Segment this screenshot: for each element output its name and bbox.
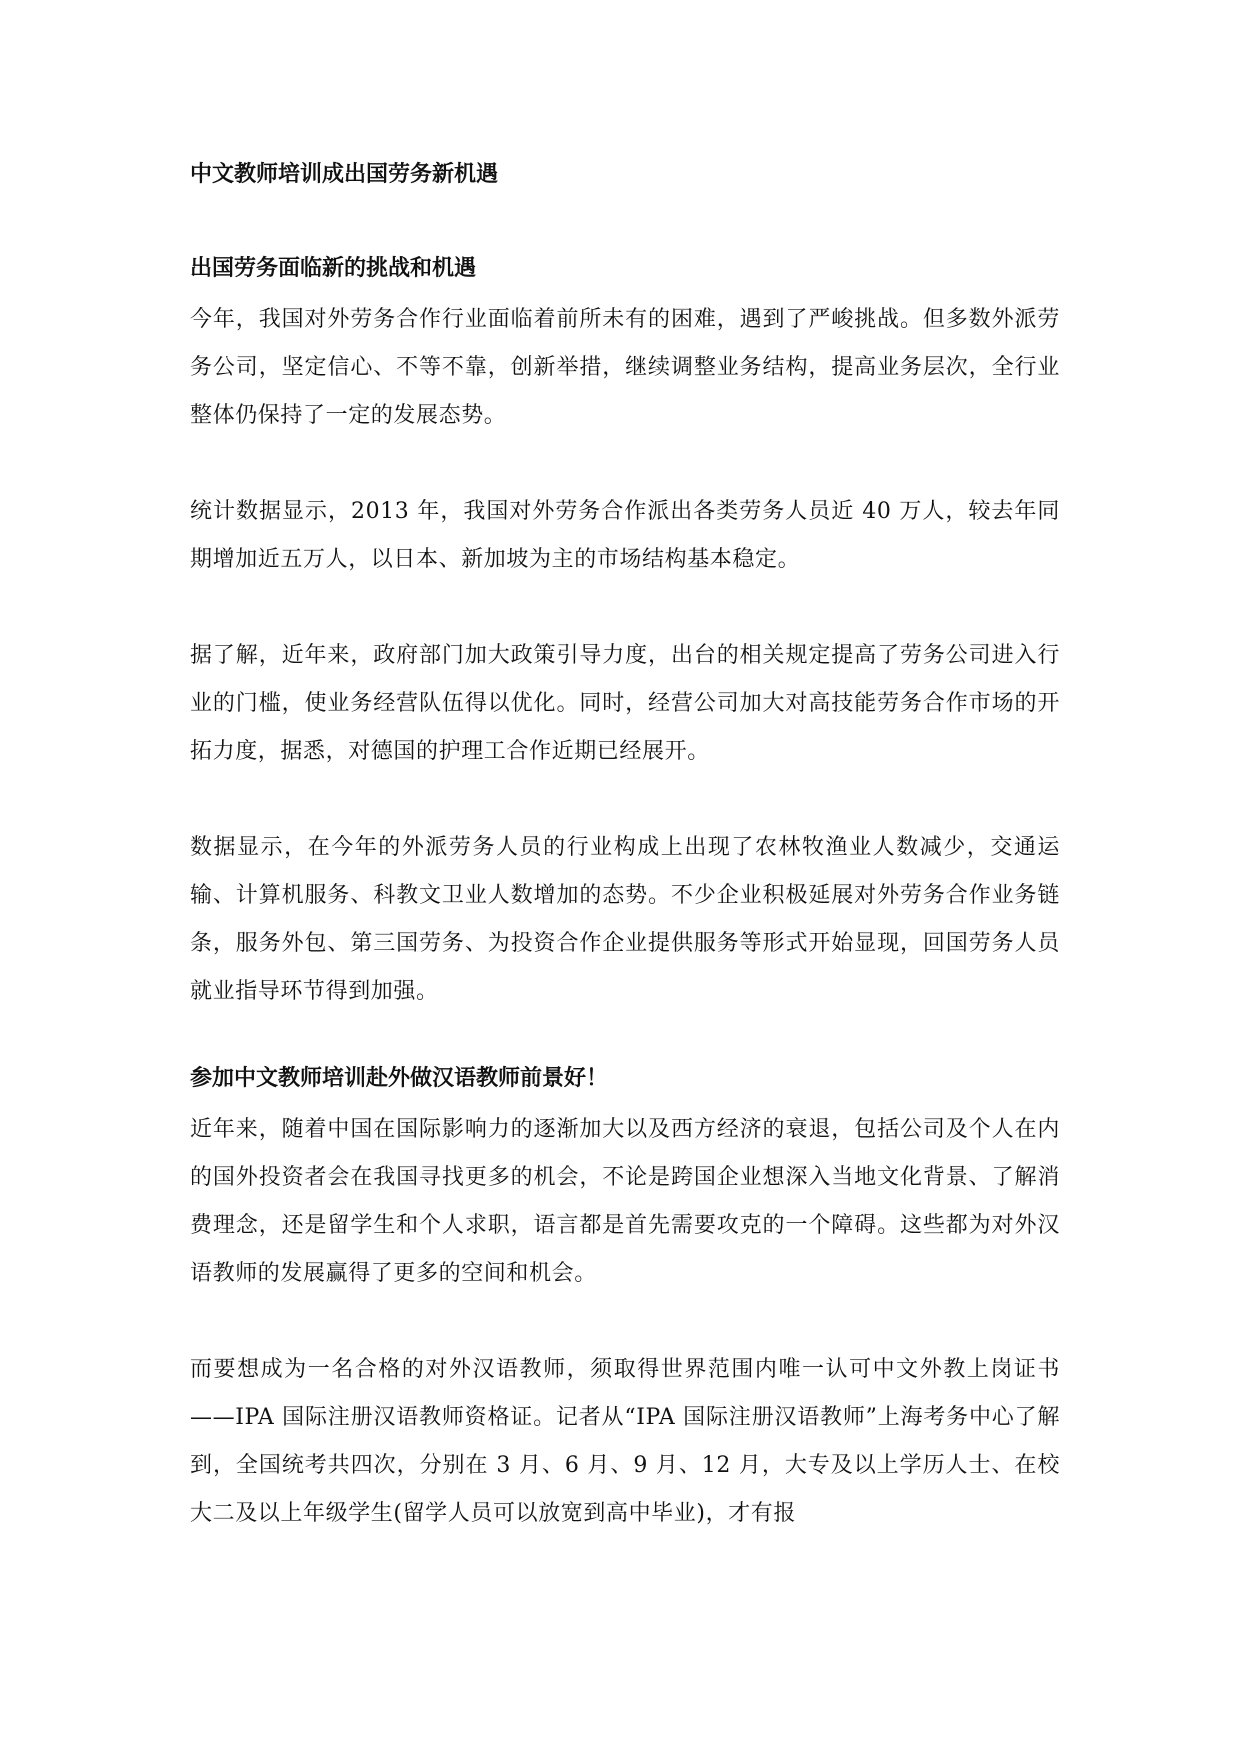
paragraph: 统计数据显示，2013 年，我国对外劳务合作派出各类劳务人员近 40 万人，较去年同期增加近五万人，以日本、新加坡为主的市场结构基本稳定。: [190, 499, 1060, 572]
paragraph: 近年来，随着中国在国际影响力的逐渐加大以及西方经济的衰退，包括公司及个人在内的国外投资者会在我国寻找更多的机会，不论是跨国企业想深入当地文化背景、了解消费理念，还是留学生和个人求职，语言都是首先需要攻克的一个障碍。这些都为对外汉语教师的发展赢得了更多的空间和机会。: [190, 1117, 1060, 1286]
spacer: [190, 1298, 1060, 1346]
paragraph: 数据显示，在今年的外派劳务人员的行业构成上出现了农林牧渔业人数减少，交通运输、计算机服务、科教文卫业人数增加的态势。不少企业积极延展对外劳务合作业务链条，服务外包、第三国劳务、为投资合作企业提供服务等形式开始显现，回国劳务人员就业指导环节得到加强。: [190, 835, 1060, 1004]
document-page: [190, 160, 1060, 1538]
section-heading-labor-challenges: 出国劳务面临新的挑战和机遇: [190, 256, 477, 281]
spacer: [190, 284, 1060, 296]
section-heading-chinese-teacher: 参加中文教师培训赴外做汉语教师前景好！: [190, 1066, 609, 1091]
spacer: [190, 1016, 1060, 1064]
spacer: [190, 190, 1060, 254]
spacer: [190, 584, 1060, 632]
spacer: [190, 1094, 1060, 1106]
document-title: 中文教师培训成出国劳务新机遇: [190, 162, 499, 187]
paragraph: 今年，我国对外劳务合作行业面临着前所未有的困难，遇到了严峻挑战。但多数外派劳务公司，坚定信心、不等不靠，创新举措，继续调整业务结构，提高业务层次，全行业整体仍保持了一定的发展态势。: [190, 307, 1060, 428]
paragraph: 据了解，近年来，政府部门加大政策引导力度，出台的相关规定提高了劳务公司进入行业的门槛，使业务经营队伍得以优化。同时，经营公司加大对高技能劳务合作市场的开拓力度，据悉，对德国的护理工合作近期已经展开。: [190, 643, 1060, 764]
spacer: [190, 440, 1060, 488]
paragraph: 而要想成为一名合格的对外汉语教师，须取得世界范围内唯一认可中文外教上岗证书——IPA 国际注册汉语教师资格证。记者从“IPA 国际注册汉语教师”上海考务中心了解到，全国统考共四次，分别在 3 月、6 月、9 月、12 月，大专及以上学历人士、在校大二及以上年级学生(留学人员可以放宽到高中毕业)，才有报: [190, 1357, 1060, 1526]
spacer: [190, 776, 1060, 824]
